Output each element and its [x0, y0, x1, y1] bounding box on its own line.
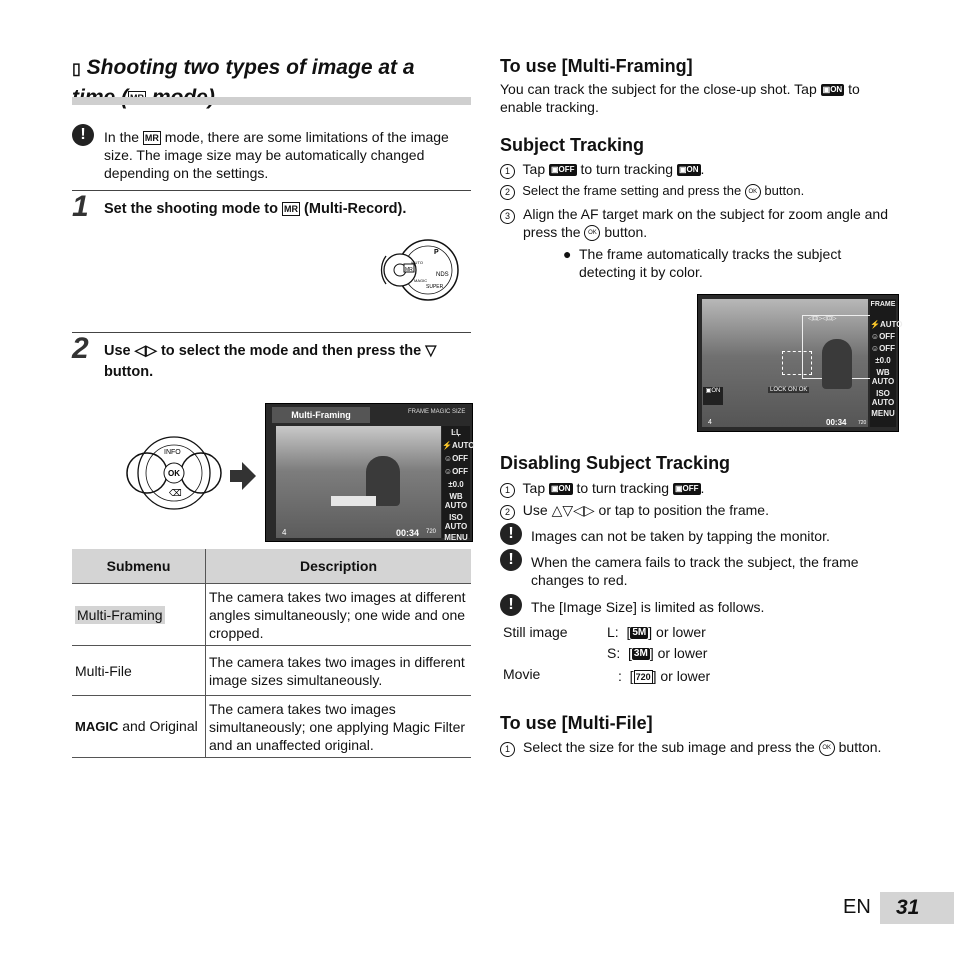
- movie-size: 720: [426, 529, 437, 535]
- step-number: 2: [72, 332, 89, 365]
- column-header: Submenu: [72, 549, 206, 584]
- dial-mr-label: MR: [405, 267, 413, 273]
- dial-auto-label: iAUTO: [411, 260, 423, 265]
- multi-framing-text: You can track the subject for the close-up shot. Tap ▣ON to enable tracking.: [500, 81, 860, 115]
- heading-subject-tracking: Subject Tracking: [500, 135, 645, 155]
- still-image-label: Still image: [503, 624, 568, 640]
- tracking-off-icon: ▣OFF: [551, 165, 575, 175]
- arrow-right-icon: [230, 462, 256, 490]
- preview-image: [276, 426, 441, 538]
- size-720-icon: 720: [635, 672, 651, 683]
- caution-icon: !: [72, 124, 94, 146]
- caution-icon: !: [500, 594, 522, 616]
- submenu-cell: Multi-Framing: [77, 606, 163, 623]
- note-3: The [Image Size] is limited as follows.: [531, 599, 765, 615]
- tracking-on-icon: ▣ON: [822, 85, 843, 95]
- tracking-bullet: ● The frame automatically tracks the subject detecting it by color.: [563, 246, 842, 280]
- description-cell: The camera takes two images at different angles simultaneously; one wide and one cropped.: [206, 584, 472, 646]
- control-pad-illustration: [124, 434, 224, 512]
- direction-arrows-icon: △▽◁▷: [551, 502, 595, 518]
- column-header: Description: [206, 549, 472, 584]
- book-shape: [331, 496, 376, 506]
- note-1: Images can not be taken by tapping the monitor.: [531, 528, 830, 544]
- tracking-off-icon: ▣OFF: [674, 484, 699, 494]
- disabling-step-2: 2 Use △▽◁▷ or tap to position the frame.: [500, 501, 900, 520]
- shots-remaining: 4: [708, 419, 712, 426]
- ok-button-icon: OK: [819, 740, 835, 756]
- movie-label: Movie: [503, 666, 541, 682]
- description-cell: The camera takes two images in different image sizes simultaneously.: [206, 646, 472, 696]
- divider: [72, 332, 471, 333]
- recording-time: 00:34: [396, 528, 420, 538]
- multi-file-step: 1 Select the size for the sub image and press the OK button.: [500, 738, 900, 757]
- page-title: ▯ Shooting two types of image at a: [72, 54, 472, 112]
- tracking-on-icon: ▣ON: [551, 484, 571, 494]
- step-1-text: Set the shooting mode to MR (Multi-Record).: [104, 201, 407, 217]
- camera-screen-multi-framing: [265, 403, 473, 542]
- camera-icon: ▯: [72, 61, 81, 78]
- camera-screen-tracking: [697, 294, 903, 432]
- submenu-table: [72, 549, 471, 758]
- step-2-text: Use ◁▷ to select the mode and then press the ▽ button.: [104, 343, 437, 380]
- dial-nds-label: NDS: [436, 272, 449, 278]
- step-number: 1: [72, 190, 89, 223]
- size-3m-icon: 3M: [633, 648, 648, 660]
- dial-super-label: SUPER: [426, 284, 444, 290]
- disabling-step-1: 1 Tap ▣ON to turn tracking ▣OFF .: [500, 479, 900, 498]
- shots-remaining: 4: [282, 528, 287, 537]
- af-target-mark: [782, 351, 812, 375]
- table-row: [72, 696, 471, 758]
- language-label: EN: [843, 896, 871, 918]
- submenu-cell: MAGIC and Original: [72, 696, 206, 758]
- heading-multi-file: To use [Multi-File]: [500, 713, 653, 733]
- trash-icon: ⌫: [169, 489, 182, 499]
- zoom-indicator: ◁⊡▷◁⊡▷: [808, 316, 837, 322]
- tracking-step-3: 3 Align the AF target mark on the subject for zoom angle and press the OK button.: [500, 205, 900, 224]
- ok-button-icon: OK: [745, 184, 761, 200]
- movie-size: 720: [858, 420, 867, 426]
- tracking-step-2: 2 Select the frame setting and press the OK button.: [500, 182, 900, 200]
- caution-icon: !: [500, 523, 522, 545]
- tracking-toggle-icon[interactable]: ▣ON: [703, 387, 723, 405]
- screen-tabs: FRAME MAGIC SIZE: [408, 409, 466, 415]
- left-right-arrows-icon: ◁▷: [134, 343, 157, 359]
- tracking-step-1: 1 Tap ▣OFF to turn tracking ▣ON .: [500, 160, 900, 179]
- ok-label: OK: [168, 469, 180, 478]
- mode-dial-illustration: [378, 238, 462, 302]
- intro-note: In the MR mode, there are some limitations of the image size. The image size may be automatically changed depending on the settings.: [104, 129, 449, 181]
- table-row: [72, 584, 471, 646]
- heading-multi-framing: To use [Multi-Framing]: [500, 56, 693, 76]
- caution-icon: !: [500, 549, 522, 571]
- heading-disabling-tracking: Disabling Subject Tracking: [500, 453, 731, 473]
- recording-time: 00:34: [826, 418, 847, 427]
- magic-icon: MAGIC: [75, 719, 119, 734]
- preview-image: [702, 299, 868, 427]
- dial-magic-label: MAGIC: [414, 278, 428, 283]
- table-row: [72, 646, 471, 696]
- dial-p-label: P: [434, 249, 439, 256]
- down-arrow-icon: ▽: [425, 343, 437, 359]
- description-cell: The camera takes two images simultaneously; one applying Magic Filter and an unaffected original.: [206, 696, 472, 758]
- title-underline: [72, 97, 471, 105]
- movie-size-row: : [ 720 ] or lower: [618, 668, 711, 684]
- multi-record-icon: MR: [284, 204, 299, 215]
- size-5m-icon: 5M: [632, 627, 647, 639]
- lock-on-label: LOCK ON OK: [770, 387, 808, 393]
- screen-side-bar: ĿĻ ⚡AUTO ☺OFF ☺OFF ±0.0 WB AUTO ISO AUTO MENU: [442, 428, 475, 542]
- menu-label: Multi-Framing: [272, 407, 370, 423]
- note-2: When the camera fails to track the subject, the frame changes to red.: [531, 554, 859, 588]
- ok-button-icon: OK: [584, 225, 600, 241]
- table-header-row: [72, 549, 471, 584]
- size-l-row: L: [ 5M ] or lower: [607, 624, 706, 640]
- tracking-on-icon: ▣ON: [678, 165, 699, 175]
- screen-side-bar: FRAME ⚡AUTO ☺OFF ☺OFF ±0.0 WB AUTO ISO AUTO MENU: [870, 299, 896, 427]
- info-label: INFO: [164, 449, 181, 456]
- page-number: 31: [880, 892, 954, 924]
- subject-figure: [822, 339, 852, 389]
- multi-record-icon: MR: [144, 133, 159, 144]
- size-s-row: S: [ 3M ] or lower: [607, 645, 708, 661]
- submenu-cell: Multi-File: [72, 646, 206, 696]
- divider: [72, 190, 471, 191]
